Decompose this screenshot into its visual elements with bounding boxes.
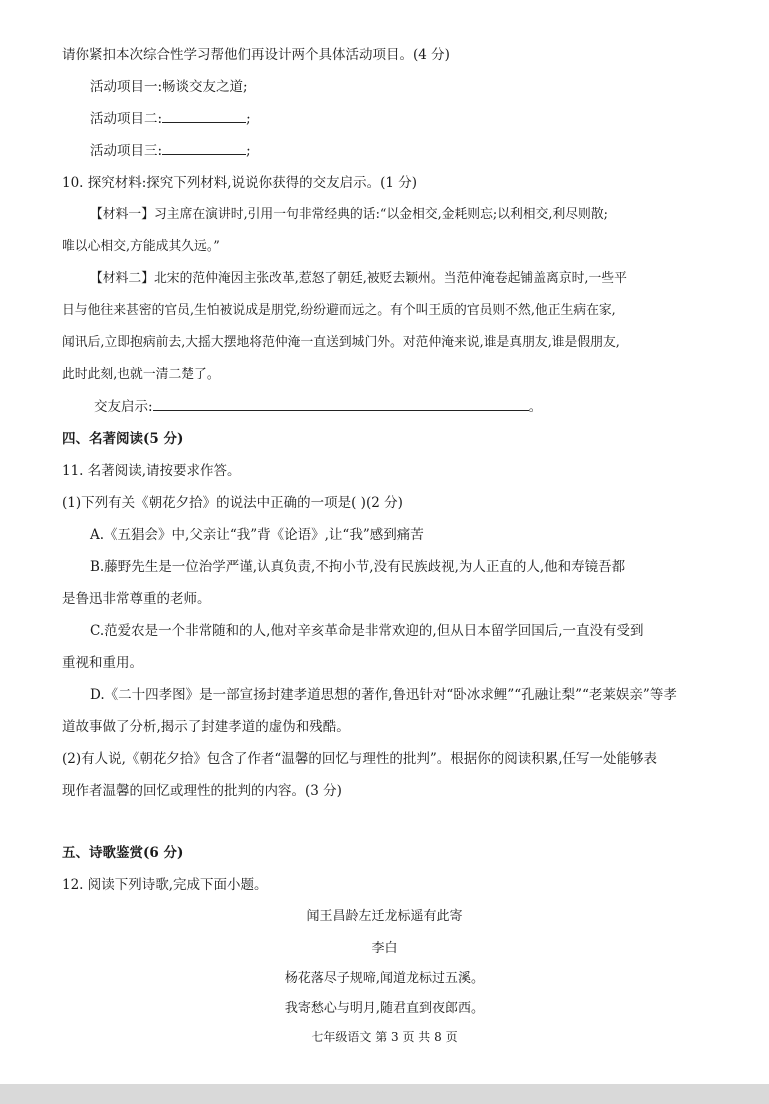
- viewer-bottom-bar: [0, 1084, 769, 1104]
- activity-item-2: [90, 110, 251, 128]
- question-11-part-2-line-2: 现作者温馨的回忆或理性的批判的内容。(3 分): [62, 783, 342, 799]
- activity-item-3: [90, 142, 251, 160]
- activity-item-3-label: 活动项目三:: [90, 143, 163, 159]
- question-11-part-1: (1)下列有关《朝花夕拾》的说法中正确的一项是( )(2 分): [62, 495, 403, 511]
- instruction-line: 请你紧扣本次综合性学习帮他们再设计两个具体活动项目。(4 分): [62, 47, 450, 63]
- period: 。: [528, 399, 543, 415]
- section-4-heading: 四、名著阅读(5 分): [62, 431, 184, 447]
- friendship-insight: [94, 398, 542, 416]
- activity-item-2-label: 活动项目二:: [90, 111, 163, 127]
- question-11-part-2-line-1: (2)有人说,《朝花夕拾》包含了作者“温馨的回忆与理性的批判”。根据你的阅读积累,任写一处能够表: [62, 751, 658, 767]
- option-c-line-2: 重视和重用。: [62, 655, 143, 671]
- option-b-line-1: B.藤野先生是一位治学严谨,认真负责,不拘小节,没有民族歧视,为人正直的人,他和寿镜吾都: [90, 559, 626, 575]
- option-a: A.《五猖会》中,父亲让“我”背《论语》,让“我”感到痛苦: [90, 527, 424, 543]
- semicolon: ;: [246, 111, 251, 127]
- option-c-line-1: C.范爱农是一个非常随和的人,他对辛亥革命是非常欢迎的,但从日本留学回国后,一直没有受到: [90, 623, 644, 639]
- material-2-line-4: 此时此刻,也就一清二楚了。: [62, 367, 220, 382]
- material-2-line-1: 【材料二】北宋的范仲淹因主张改革,惹怒了朝廷,被贬去颖州。当范仲淹卷起铺盖离京时,一些平: [90, 271, 627, 286]
- poem-title: 闻王昌龄左迁龙标遥有此寄: [306, 909, 463, 924]
- activity-item-1: 活动项目一:畅谈交友之道;: [90, 79, 248, 95]
- section-5-heading: 五、诗歌鉴赏(6 分): [62, 845, 184, 861]
- poem-line-1: 杨花落尽子规啼,闻道龙标过五溪。: [284, 971, 485, 986]
- material-1-line-1: 【材料一】习主席在演讲时,引用一句非常经典的话:“以金相交,金耗则忘;以利相交,利尽则散;: [90, 207, 608, 222]
- question-11: 11. 名著阅读,请按要求作答。: [62, 463, 241, 479]
- option-d-line-2: 道故事做了分析,揭示了封建孝道的虚伪和残酷。: [62, 719, 350, 735]
- answer-blank[interactable]: [153, 398, 529, 411]
- page-footer: 七年级语文 第 3 页 共 8 页: [311, 1030, 458, 1044]
- material-2-line-3: 闻讯后,立即抱病前去,大摇大摆地将范仲淹一直送到城门外。对范仲淹来说,谁是真朋友,谁是假朋友,: [62, 335, 620, 350]
- friendship-insight-label: 交友启示:: [94, 399, 153, 415]
- answer-blank[interactable]: [162, 110, 246, 123]
- option-d-line-1: D.《二十四孝图》是一部宣扬封建孝道思想的著作,鲁迅针对“卧冰求鲤”“孔融让梨”“老莱娱亲”等孝: [90, 687, 677, 703]
- answer-blank[interactable]: [162, 142, 246, 155]
- semicolon: ;: [246, 143, 251, 159]
- material-2-line-2: 日与他往来甚密的官员,生怕被说成是朋党,纷纷避而远之。有个叫王质的官员则不然,他正生病在家,: [62, 303, 616, 318]
- option-b-line-2: 是鲁迅非常尊重的老师。: [62, 591, 211, 607]
- poem-author: 李白: [371, 941, 398, 956]
- question-10: 10. 探究材料:探究下列材料,说说你获得的交友启示。(1 分): [62, 175, 418, 191]
- material-1-line-2: 唯以心相交,方能成其久远。”: [62, 239, 220, 254]
- question-12: 12. 阅读下列诗歌,完成下面小题。: [62, 877, 268, 893]
- poem-line-2: 我寄愁心与明月,随君直到夜郎西。: [284, 1001, 485, 1016]
